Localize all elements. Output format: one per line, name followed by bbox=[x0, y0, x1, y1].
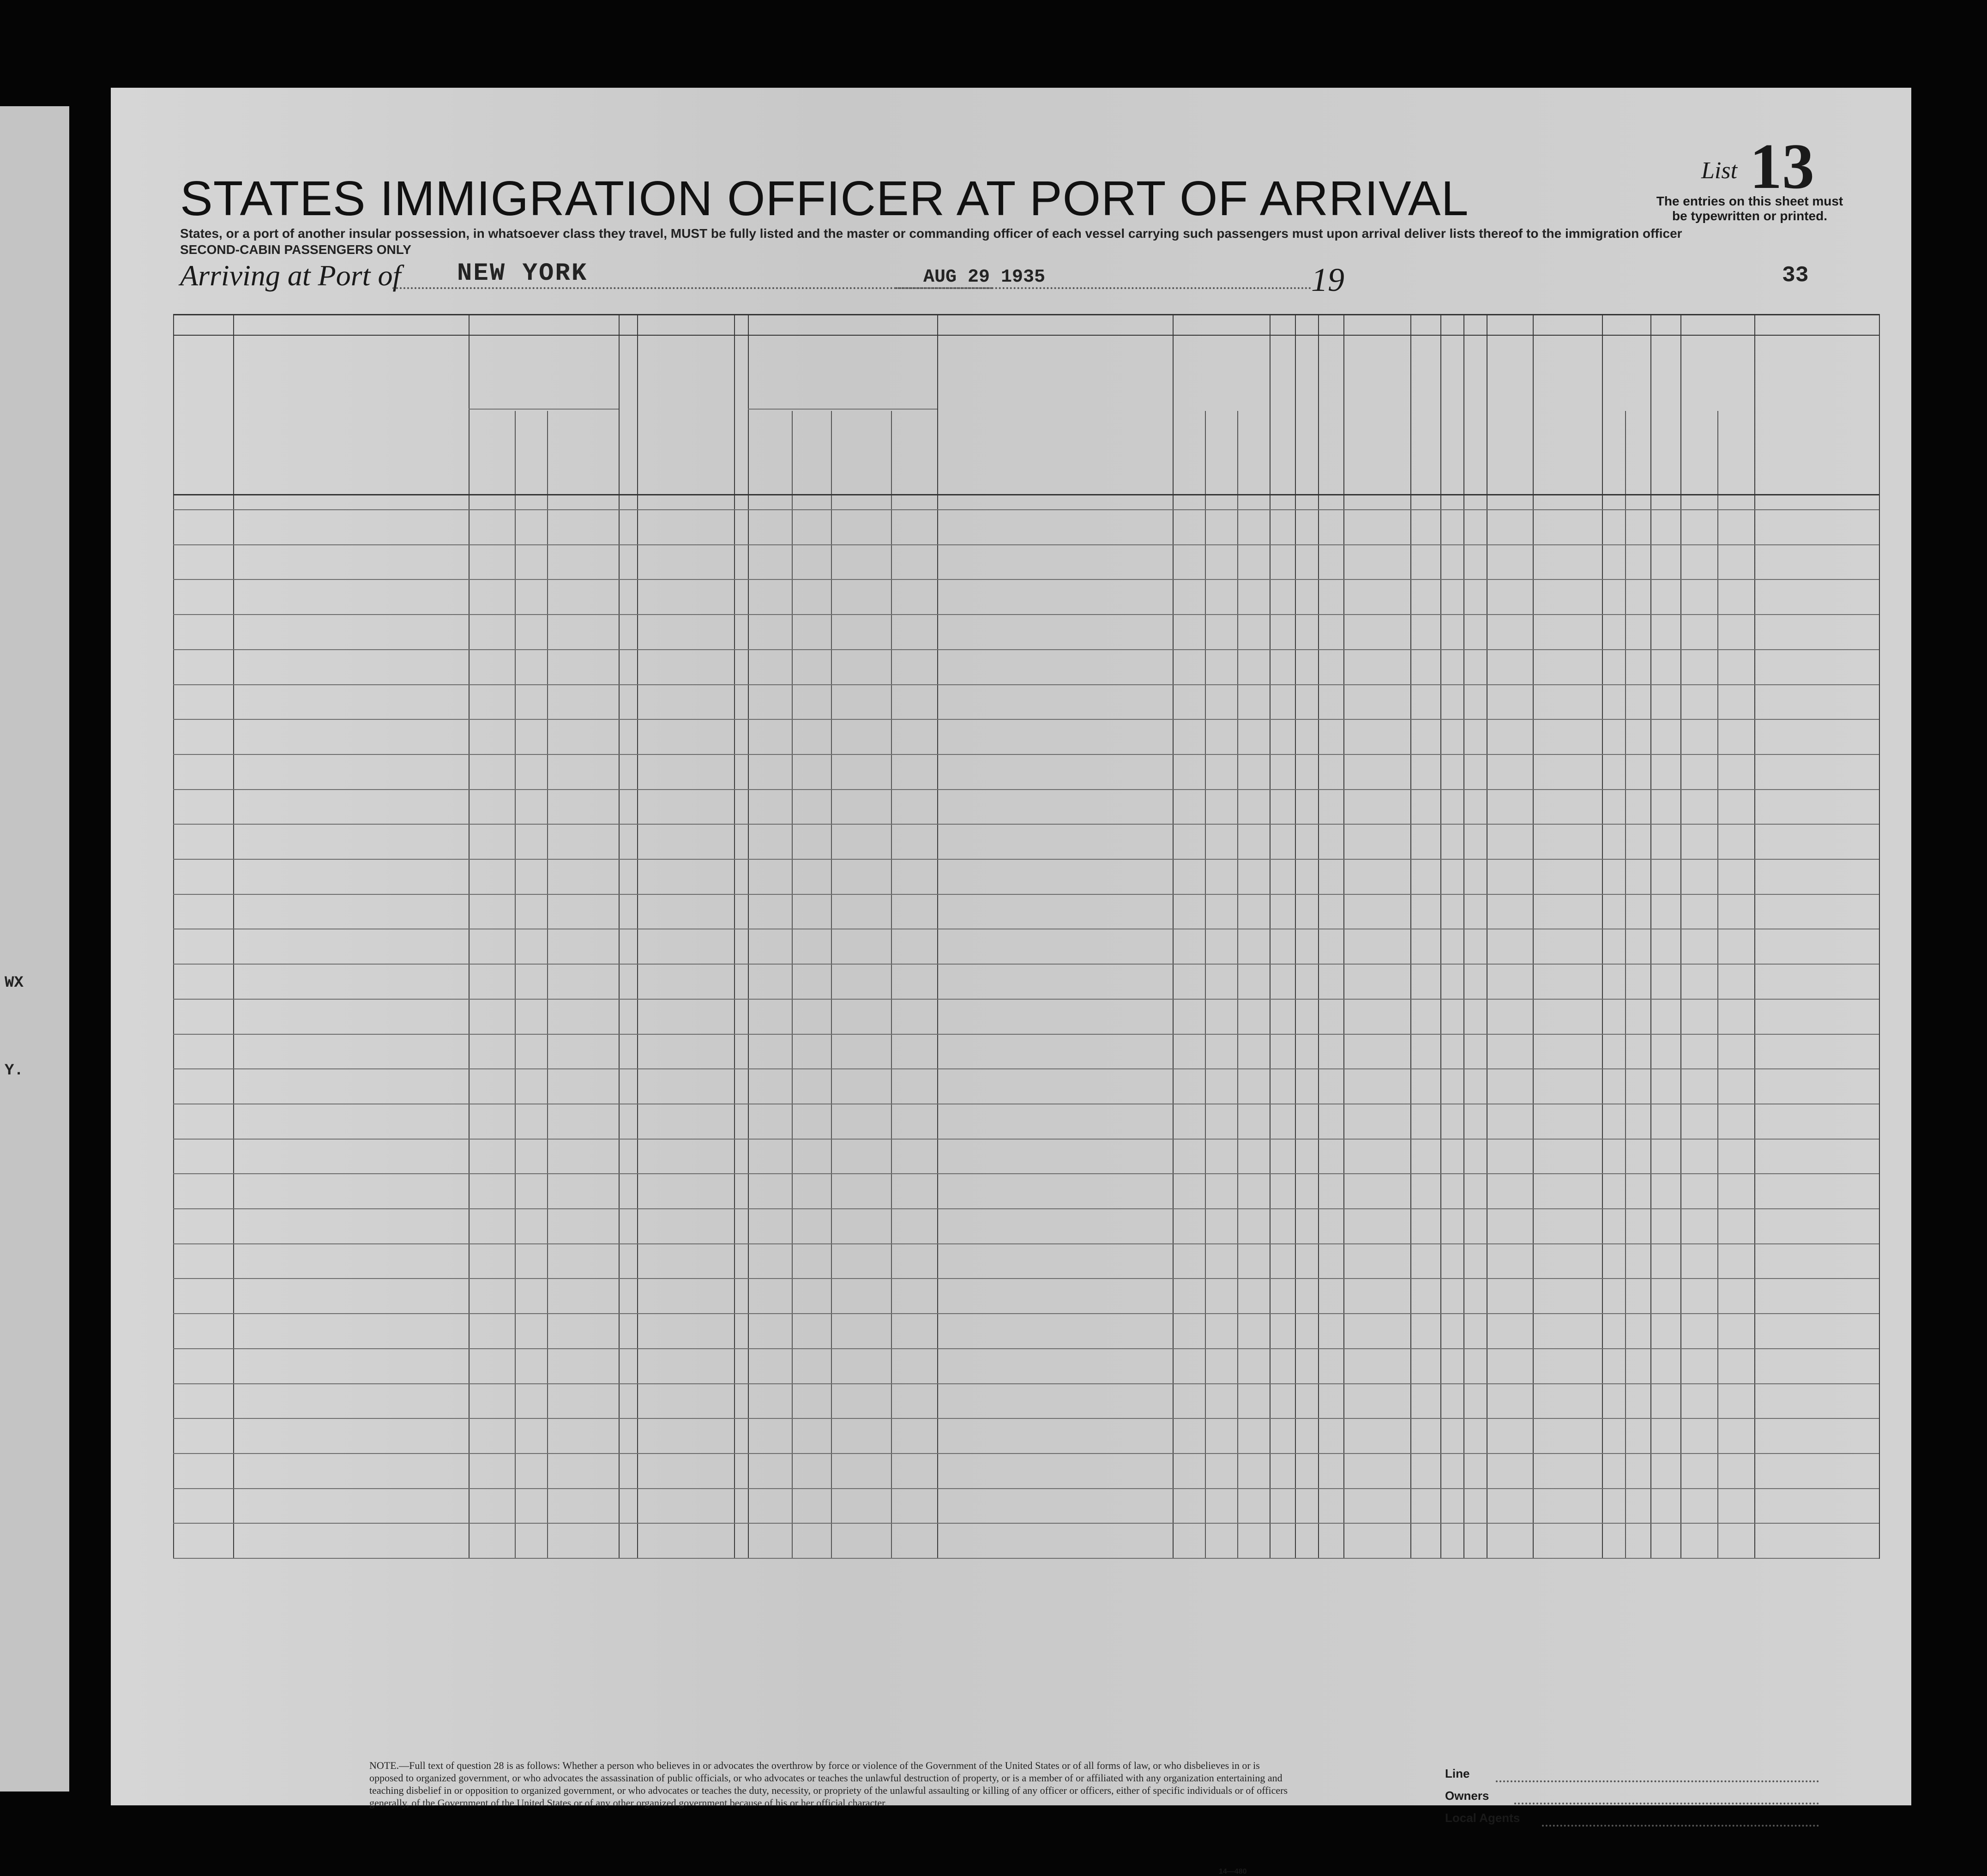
arrival-date-stamp: AUG 29 1935 bbox=[923, 267, 1046, 288]
row-rule bbox=[173, 894, 1879, 895]
column-rule bbox=[1879, 314, 1880, 1559]
binder-hole bbox=[82, 739, 109, 766]
column-rule bbox=[748, 314, 749, 1559]
sub-column-rule bbox=[1717, 411, 1718, 1559]
column-rule bbox=[1440, 314, 1441, 1559]
column-rule bbox=[1343, 314, 1344, 1559]
column-rule bbox=[1602, 314, 1603, 1559]
row-rule bbox=[173, 544, 1879, 545]
row-rule bbox=[173, 1418, 1879, 1419]
preamble-text: States, or a port of another insular possession, in whatsoever class they travel, MUST be fully listed and the master or commanding officer of each vessel carrying such passengers must upon arrival deliver lists thereof to the immigration officer bbox=[180, 226, 1682, 241]
year-suffix: 33 bbox=[1782, 263, 1809, 288]
line-field bbox=[1496, 1780, 1819, 1782]
header-overthrow bbox=[1353, 351, 1403, 489]
prev-page-text: Y. bbox=[5, 1062, 24, 1080]
column-rule bbox=[469, 314, 470, 1559]
local-agents-label: Local Agents bbox=[1445, 1811, 1520, 1825]
arrival-port: NEW YORK bbox=[457, 259, 588, 288]
year-prefix: 19 bbox=[1311, 261, 1344, 298]
header-prison bbox=[1273, 351, 1292, 489]
previous-page-strip bbox=[0, 106, 69, 1792]
list-label: List bbox=[1701, 157, 1738, 184]
line-label: Line bbox=[1445, 1767, 1470, 1780]
local-agents-field bbox=[1542, 1825, 1819, 1827]
column-rule bbox=[937, 314, 938, 1559]
sub-column-rule bbox=[515, 411, 516, 1559]
row-rule bbox=[173, 964, 1879, 965]
row-rule bbox=[173, 1068, 1879, 1069]
arriving-label: Arriving at Port of bbox=[180, 259, 401, 292]
binder-hole bbox=[82, 656, 109, 682]
row-rule bbox=[173, 1523, 1879, 1524]
prev-page-text: WX bbox=[5, 974, 24, 992]
column-rule bbox=[1410, 314, 1411, 1559]
header-labor-offer bbox=[1414, 351, 1439, 489]
column-rule bbox=[173, 314, 174, 1559]
passenger-class-label: SECOND-CABIN PASSENGERS ONLY bbox=[180, 242, 411, 257]
sub-column-rule bbox=[1205, 411, 1206, 1559]
sub-column-rule bbox=[1237, 411, 1238, 1559]
row-rule bbox=[173, 1034, 1879, 1035]
binder-hole bbox=[82, 296, 109, 322]
question-28-note: NOTE.—Full text of question 28 is as follows: Whether a person who believes in or advocates the overthrow by force or violence of the Government of the United States or of all forms of law, or who disbelieves in or is opposed to organized government, or who advocates the assassination of public officials, or who advocates or teaches the unlawful destruction of property, or is a member of or affiliated with any organization entertaining and teaching disbelief in or opposition to organized government, or who advocates or teaches the duty, necessity, or propriety of the unlawful assaulting or killing of any officer or officers, either of specific individuals or of officers generally, of the Government of the United States or of any other organized government because of his or her official character. bbox=[369, 1760, 1288, 1809]
column-rule bbox=[1295, 314, 1296, 1559]
column-rule bbox=[1680, 314, 1681, 1559]
column-rule bbox=[1754, 314, 1755, 1559]
struck-entry bbox=[233, 938, 1879, 954]
row-rule bbox=[173, 1208, 1879, 1209]
column-rule bbox=[1533, 314, 1534, 1559]
binder-hole bbox=[82, 1145, 109, 1172]
form-number: 14—480 bbox=[1219, 1868, 1247, 1876]
header-bottom-rule bbox=[173, 494, 1879, 495]
binder-hole bbox=[82, 1514, 109, 1541]
column-rule bbox=[637, 314, 638, 1559]
header-inches bbox=[1632, 443, 1641, 480]
owners-label: Owners bbox=[1445, 1789, 1489, 1803]
row-rule bbox=[173, 1278, 1879, 1279]
header-feet bbox=[1607, 443, 1616, 480]
manifest-sheet bbox=[111, 88, 1911, 1876]
header-deported bbox=[1466, 351, 1485, 489]
row-rule bbox=[173, 509, 1879, 510]
header-citizen-intent bbox=[1240, 383, 1249, 489]
struck-entry bbox=[233, 694, 1879, 710]
column-rule bbox=[734, 314, 735, 1559]
row-rule bbox=[173, 649, 1879, 650]
header-ticket bbox=[621, 351, 635, 489]
sub-column-rule bbox=[831, 411, 832, 1559]
column-rule bbox=[233, 314, 234, 1559]
header-top-rule bbox=[173, 314, 1879, 315]
row-rule bbox=[173, 1348, 1879, 1349]
column-number-rule bbox=[173, 335, 1879, 336]
row-rule bbox=[173, 1139, 1879, 1140]
row-rule bbox=[173, 719, 1879, 720]
row-rule bbox=[173, 824, 1879, 825]
row-rule bbox=[173, 754, 1879, 755]
sub-column-rule bbox=[1625, 411, 1626, 1559]
column-rule bbox=[1463, 314, 1464, 1559]
row-rule bbox=[173, 1488, 1879, 1489]
header-excluded bbox=[1443, 351, 1462, 489]
sub-column-rule bbox=[547, 411, 548, 1559]
list-instructions: The entries on this sheet must be typewritten or printed. bbox=[1656, 194, 1843, 223]
header-length-stay bbox=[1206, 383, 1215, 489]
row-rule bbox=[173, 1173, 1879, 1174]
row-rule bbox=[173, 1558, 1879, 1559]
column-rule bbox=[1318, 314, 1319, 1559]
page-title: STATES IMMIGRATION OFFICER AT PORT OF ARRIVAL bbox=[180, 171, 1469, 226]
row-rule bbox=[173, 684, 1879, 685]
column-rule bbox=[1173, 314, 1174, 1559]
row-rule bbox=[173, 1313, 1879, 1314]
list-number: 13 bbox=[1750, 131, 1814, 202]
owners-field bbox=[1514, 1803, 1819, 1804]
row-rule bbox=[173, 1383, 1879, 1384]
binder-hole bbox=[82, 568, 109, 595]
header-return-intent bbox=[1175, 383, 1184, 489]
row-rule bbox=[173, 999, 1879, 1000]
row-rule bbox=[173, 614, 1879, 615]
row-rule bbox=[173, 789, 1879, 790]
binder-hole bbox=[82, 379, 109, 405]
subheader-rule bbox=[748, 409, 937, 410]
row-rule bbox=[173, 859, 1879, 860]
row-rule bbox=[173, 579, 1879, 580]
subheader-rule bbox=[469, 409, 619, 410]
header-money bbox=[737, 351, 747, 489]
column-rule bbox=[619, 314, 620, 1559]
row-rule bbox=[173, 1243, 1879, 1244]
row-rule bbox=[173, 1453, 1879, 1454]
header-polygamist bbox=[1302, 351, 1312, 489]
header-anarchist bbox=[1326, 351, 1336, 489]
sub-column-rule bbox=[792, 411, 793, 1559]
sub-column-rule bbox=[891, 411, 892, 1559]
column-rule bbox=[1650, 314, 1651, 1559]
